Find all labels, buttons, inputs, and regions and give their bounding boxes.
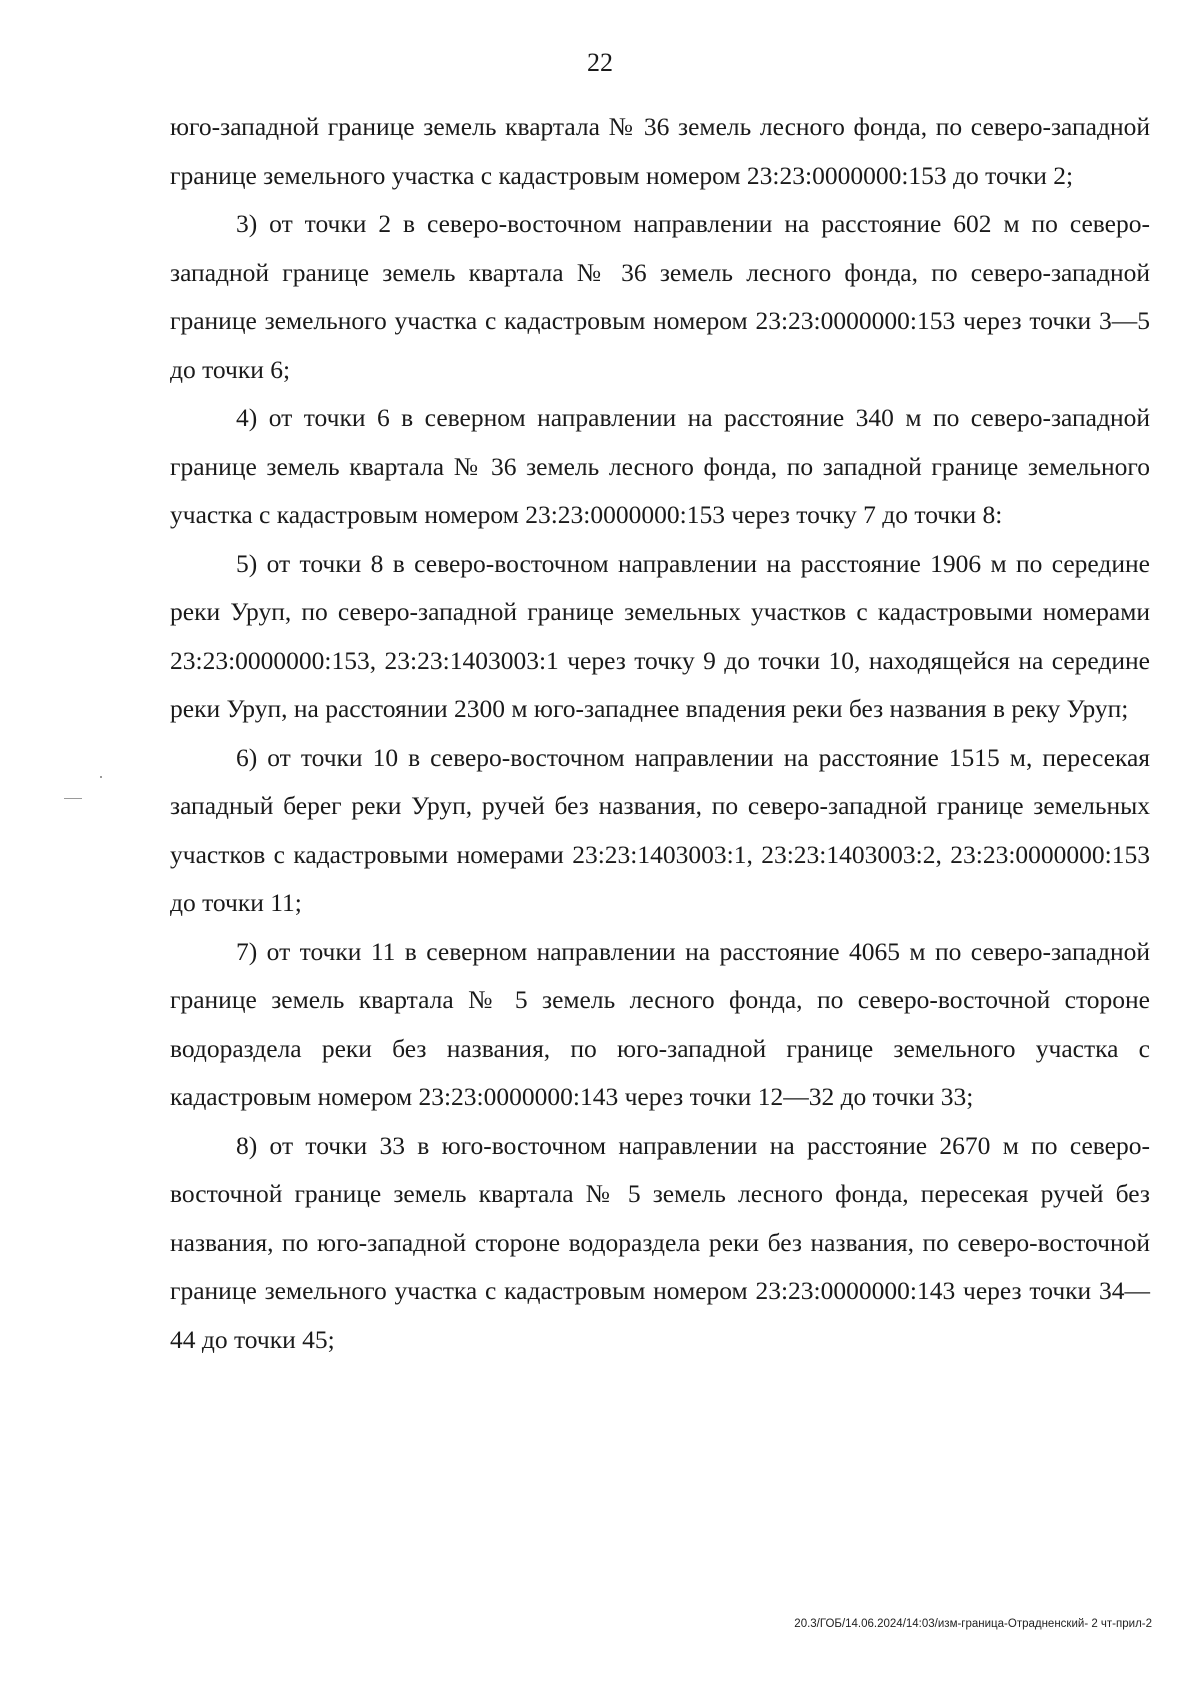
paragraph-item-6: 6) от точки 10 в северо-восточном направлении на расстояние 1515 м, пересекая западный берег реки Уруп, ручей без названия, по северо-западной границе земельных участков с кадастровыми номерами 23:23:1403003:1, 23:23:1403003:2, 23:23:0000000:153 до точки 11; xyxy=(170,742,1150,917)
document-footer-code: 20.3/ГОБ/14.06.2024/14:03/изм-граница-Отрадненский- 2 чт-прил-2 xyxy=(794,1618,1152,1630)
paragraph-item-5: 5) от точки 8 в северо-восточном направлении на расстояние 1906 м по середине реки Уруп, по северо-западной границе земельных участков с кадастровыми номерами 23:23:0000000:153, 23:23:1403003:1 через точку 9 до точки 10, находящейся на середине реки Уруп, на расстоянии 2300 м юго-западнее впадения реки без названия в реку Уруп; xyxy=(170,548,1150,723)
document-body xyxy=(170,103,1150,1364)
paragraph-item-4: 4) от точки 6 в северном направлении на расстояние 340 м по северо-западной границе земель квартала № 36 земель лесного фонда, по западной границе земельного участка с кадастровым номером 23:23:0000000:153 через точку 7 до точки 8: xyxy=(170,403,1150,529)
paragraph-item-7: 7) от точки 11 в северном направлении на расстояние 4065 м по северо-западной границе земель квартала № 5 земель лесного фонда, по северо-восточной стороне водораздела реки без названия, по юго-западной границе земельного участка с кадастровым номером 23:23:0000000:143 через точки 12—32 до точки 33; xyxy=(170,936,1150,1111)
paragraph-item-3: 3) от точки 2 в северо-восточном направлении на расстояние 602 м по северо-западной границе земель квартала № 36 земель лесного фонда, по северо-западной границе земельного участка с кадастровым номером 23:23:0000000:153 через точки 3—5 до точки 6; xyxy=(170,209,1150,384)
paragraph-continuation: юго-западной границе земель квартала № 36 земель лесного фонда, по северо-западной границе земельного участка с кадастровым номером 23:23:0000000:153 до точки 2; xyxy=(170,112,1150,190)
paragraph-item-8: 8) от точки 33 в юго-восточном направлении на расстояние 2670 м по северо-восточной границе земель квартала № 5 земель лесного фонда, пересекая ручей без названия, по юго-западной стороне водораздела реки без названия, по северо-восточной границе земельного участка с кадастровым номером 23:23:0000000:143 через точки 34—44 до точки 45; xyxy=(170,1130,1150,1354)
margin-scan-mark xyxy=(100,776,102,778)
page-number: 22 xyxy=(587,48,613,77)
margin-scan-mark xyxy=(64,798,82,799)
